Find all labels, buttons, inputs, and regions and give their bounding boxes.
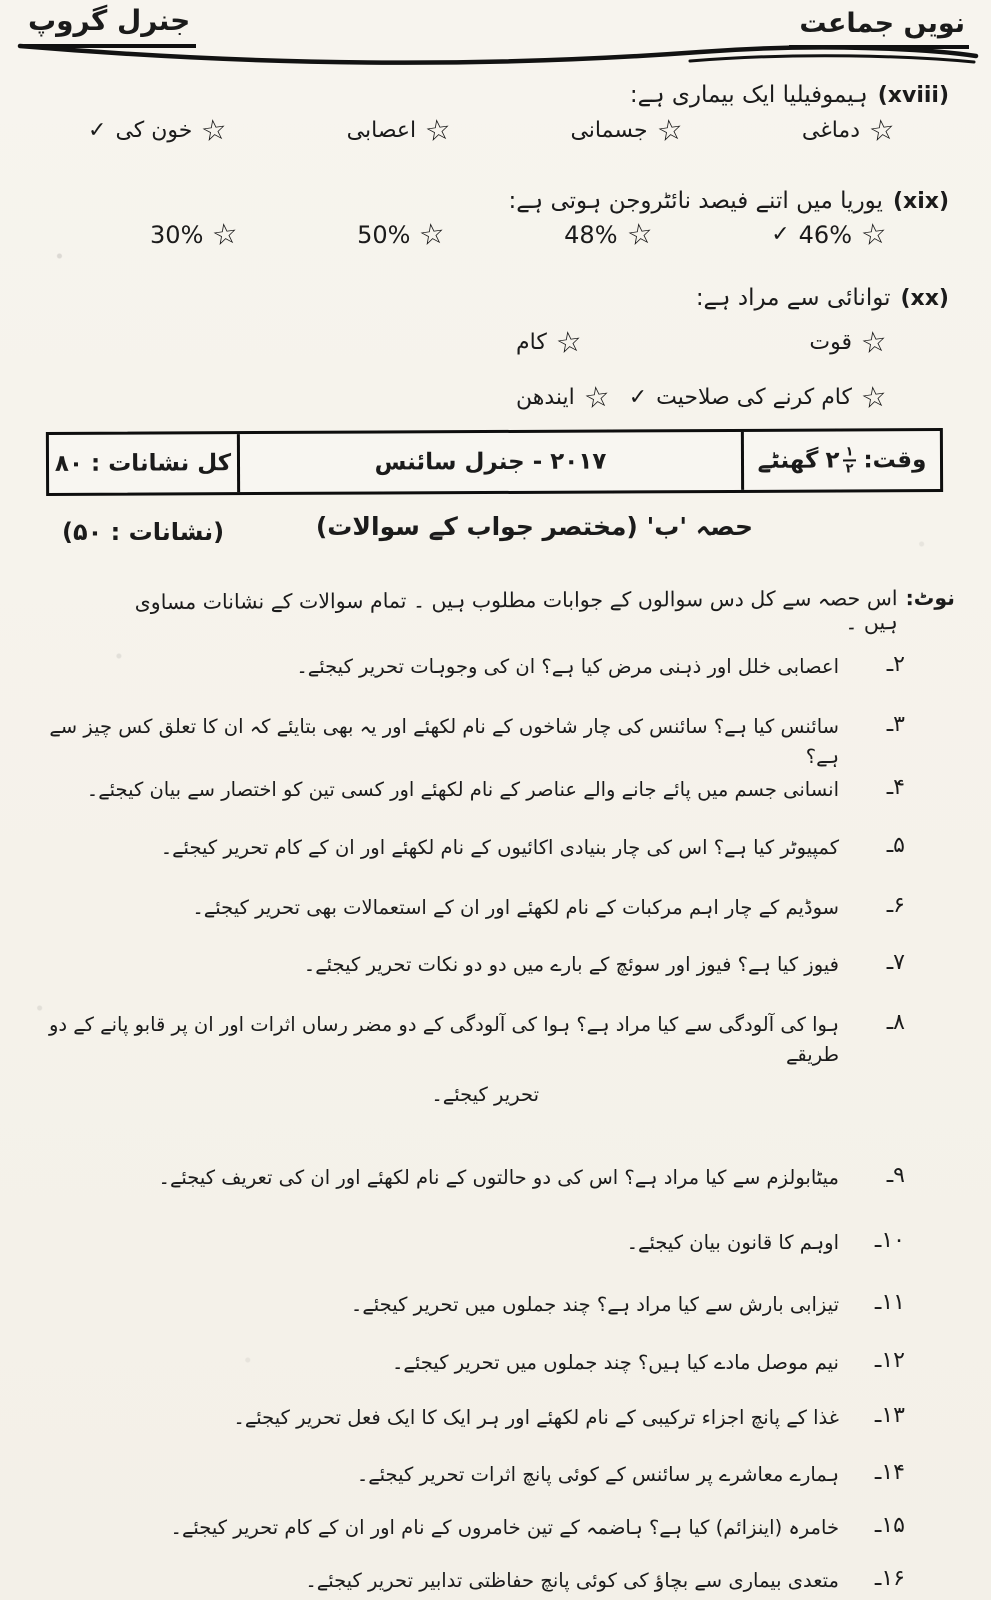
question-text: اوہم کا قانون بیان کیجئے۔	[626, 1231, 839, 1254]
mcq-option-label: کام	[516, 330, 547, 355]
question-number: ۱۳ـ	[874, 1403, 905, 1428]
star-icon: ☆	[624, 215, 655, 253]
question-number: ۱۰ـ	[874, 1228, 905, 1253]
question-number: ۵ـ	[886, 833, 905, 858]
time-unit: گھنٹے	[757, 447, 819, 474]
question-text: اعصابی خلل اور ذہنی مرض کیا ہے؟ ان کی وجوہات تحریر کیجئے۔	[296, 655, 839, 678]
mcq-id-xviii: (xviii)	[877, 83, 949, 108]
question-number: ۷ـ	[886, 950, 905, 975]
time-label: وقت:	[863, 447, 927, 474]
question-text: متعدی بیماری سے بچاؤ کی کوئی پانچ حفاظتی تدابیر تحریر کیجئے۔	[305, 1569, 839, 1592]
star-icon: ☆	[858, 215, 890, 253]
question-text: فیوز کیا ہے؟ فیوز اور سوئچ کے بارے میں دو دو نکات تحریر کیجئے۔	[303, 953, 839, 976]
question-row	[40, 652, 905, 682]
star-icon: ☆	[581, 378, 612, 416]
mcq-options-xx-row2	[516, 378, 890, 416]
mcq-id-xix: (xix)	[892, 189, 949, 214]
mcq-option-label: جسمانی	[570, 118, 648, 143]
mcq-options-xviii	[88, 111, 898, 149]
question-row	[40, 1460, 905, 1490]
note-label: نوٹ:	[905, 585, 955, 611]
question-text-line2: تحریر کیجئے۔	[431, 1083, 539, 1107]
mcq-option-selected	[88, 111, 230, 149]
question-row	[40, 1228, 905, 1258]
mcq-option	[516, 323, 584, 361]
question-row	[40, 1403, 905, 1433]
mcq-option	[564, 215, 655, 253]
mcq-option-label: 46%	[798, 220, 852, 249]
question-number: ۱۴ـ	[874, 1460, 905, 1485]
star-icon: ☆	[553, 323, 584, 361]
mcq-question-xx	[696, 285, 949, 311]
question-row	[40, 893, 905, 923]
header-rule	[0, 34, 991, 78]
question-row	[40, 1513, 905, 1543]
mcq-question-text: توانائی سے مراد ہے:	[695, 285, 891, 311]
question-number: ۳ـ	[886, 712, 905, 737]
mcq-options-xix	[150, 215, 890, 253]
question-text: کمپیوٹر کیا ہے؟ اس کی چار بنیادی اکائیوں کے نام لکھئے اور ان کے کام تحریر کیجئے۔	[160, 836, 839, 859]
mcq-option-label: اعصابی	[346, 118, 417, 143]
mcq-question-text: ہیموفیلیا ایک بیماری ہے:	[629, 82, 868, 108]
question-row	[40, 1290, 905, 1320]
mcq-option	[516, 378, 612, 416]
question-row	[40, 1010, 905, 1111]
check-icon: ✓	[628, 384, 648, 410]
mcq-option-label: قوت	[809, 330, 852, 355]
star-icon: ☆	[858, 323, 890, 361]
mcq-option-selected	[771, 215, 890, 253]
time-value	[825, 445, 856, 475]
question-number: ۸ـ	[886, 1010, 905, 1035]
mcq-option-label: ایندھن	[516, 385, 575, 410]
mcq-options-xx-row1	[516, 323, 890, 361]
question-row	[40, 1566, 905, 1596]
question-number: ۶ـ	[886, 893, 905, 918]
question-number: ۴ـ	[886, 775, 905, 800]
check-icon: ✓	[88, 117, 107, 143]
mcq-option-label: 30%	[150, 220, 204, 249]
question-number: ۱۱ـ	[874, 1290, 905, 1315]
question-text: انسانی جسم میں پائے جانے والے عناصر کے نام لکھئے اور کسی تین کو اختصار سے بیان کیجئے۔	[86, 778, 839, 801]
mcq-option	[346, 111, 454, 149]
mcq-id-xx: (xx)	[900, 286, 949, 311]
question-text: ہوا کی آلودگی سے کیا مراد ہے؟ ہوا کی آلودگی کے دو مضر رساں اثرات اور ان پر قابو پانے کے دو طریقے	[48, 1013, 839, 1067]
mcq-option	[801, 111, 898, 149]
question-number: ۱۵ـ	[874, 1513, 905, 1538]
class-title: نویں جماعت	[789, 8, 969, 49]
mcq-option-label: دماغی	[801, 118, 860, 143]
mcq-question-xix	[508, 188, 949, 214]
question-text: نیم موصل مادے کیا ہیں؟ چند جملوں میں تحریر کیجئے۔	[391, 1351, 839, 1374]
question-text: تیزابی بارش سے کیا مراد ہے؟ چند جملوں میں تحریر کیجئے۔	[350, 1293, 839, 1316]
question-row	[40, 712, 905, 772]
time-whole: ۲	[825, 447, 840, 474]
group-title: جنرل گروپ	[24, 4, 196, 48]
note-line	[120, 586, 955, 638]
question-row	[40, 1348, 905, 1378]
mcq-question-text: یوریا میں اتنے فیصد نائٹروجن ہوتی ہے:	[508, 188, 883, 214]
question-row	[40, 833, 905, 863]
question-row	[40, 775, 905, 805]
question-number: ۱۶ـ	[874, 1566, 905, 1591]
question-text: میٹابولزم سے کیا مراد ہے؟ اس کی دو حالتوں کے نام لکھئے اور ان کی تعریف کیجئے۔	[158, 1166, 839, 1189]
part-b-marks: (نشانات : ۵۰)	[62, 518, 225, 546]
question-number: ۱۲ـ	[874, 1348, 905, 1373]
check-icon: ✓	[771, 221, 790, 247]
question-text: سوڈیم کے چار اہم مرکبات کے نام لکھئے اور ان کے استعمالات بھی تحریر کیجئے۔	[192, 896, 839, 919]
question-text: غذا کے پانچ اجزاء ترکیبی کے نام لکھئے اور ہر ایک کا ایک فعل تحریر کیجئے۔	[233, 1406, 839, 1429]
star-icon: ☆	[866, 111, 898, 149]
mcq-option-label: خون کی	[115, 118, 193, 143]
star-icon: ☆	[417, 215, 448, 253]
question-text: سائنس کیا ہے؟ سائنس کی چار شاخوں کے نام لکھئے اور یہ بھی بتایئے کہ ان کا تعلق کس چیز سے ہے؟	[49, 715, 839, 769]
mcq-option-label: 48%	[564, 220, 618, 249]
star-icon: ☆	[199, 111, 230, 149]
note-text: اس حصہ سے کل دس سوالوں کے جوابات مطلوب ہیں ۔ تمام سوالات کے نشانات مساوی ہیں ۔	[134, 586, 898, 635]
time-fraction: $\frac{۱}{۲}$	[842, 445, 856, 475]
question-row	[40, 1163, 905, 1193]
star-icon: ☆	[210, 215, 241, 253]
mcq-option	[809, 323, 890, 361]
exam-info-table	[46, 428, 943, 496]
total-marks-cell: کل نشانات : ۸۰	[54, 450, 232, 477]
time-cell	[741, 431, 940, 490]
mcq-option	[357, 215, 448, 253]
question-text: خامرہ (اینزائم) کیا ہے؟ ہاضمہ کے تین خامروں کے نام اور ان کے کام تحریر کیجئے۔	[170, 1516, 839, 1539]
mcq-option-label: 50%	[357, 220, 411, 249]
star-icon: ☆	[422, 111, 454, 149]
part-b-title: حصہ 'ب' (مختصر جواب کے سوالات)	[315, 512, 753, 541]
mcq-option-label: کام کرنے کی صلاحیت	[656, 385, 852, 410]
mcq-option	[150, 215, 241, 253]
question-number: ۹ـ	[886, 1163, 905, 1188]
star-icon: ☆	[654, 111, 685, 149]
subject-cell: ۲۰۱۷ - جنرل سائنس	[237, 432, 741, 492]
question-number: ۲ـ	[886, 652, 905, 677]
question-text: ہمارے معاشرے پر سائنس کے کوئی پانچ اثرات تحریر کیجئے۔	[356, 1463, 839, 1486]
mcq-question-xviii	[630, 82, 949, 108]
mcq-option	[570, 111, 685, 149]
question-row	[40, 950, 905, 980]
star-icon: ☆	[858, 378, 890, 416]
mcq-option-selected	[628, 378, 890, 416]
